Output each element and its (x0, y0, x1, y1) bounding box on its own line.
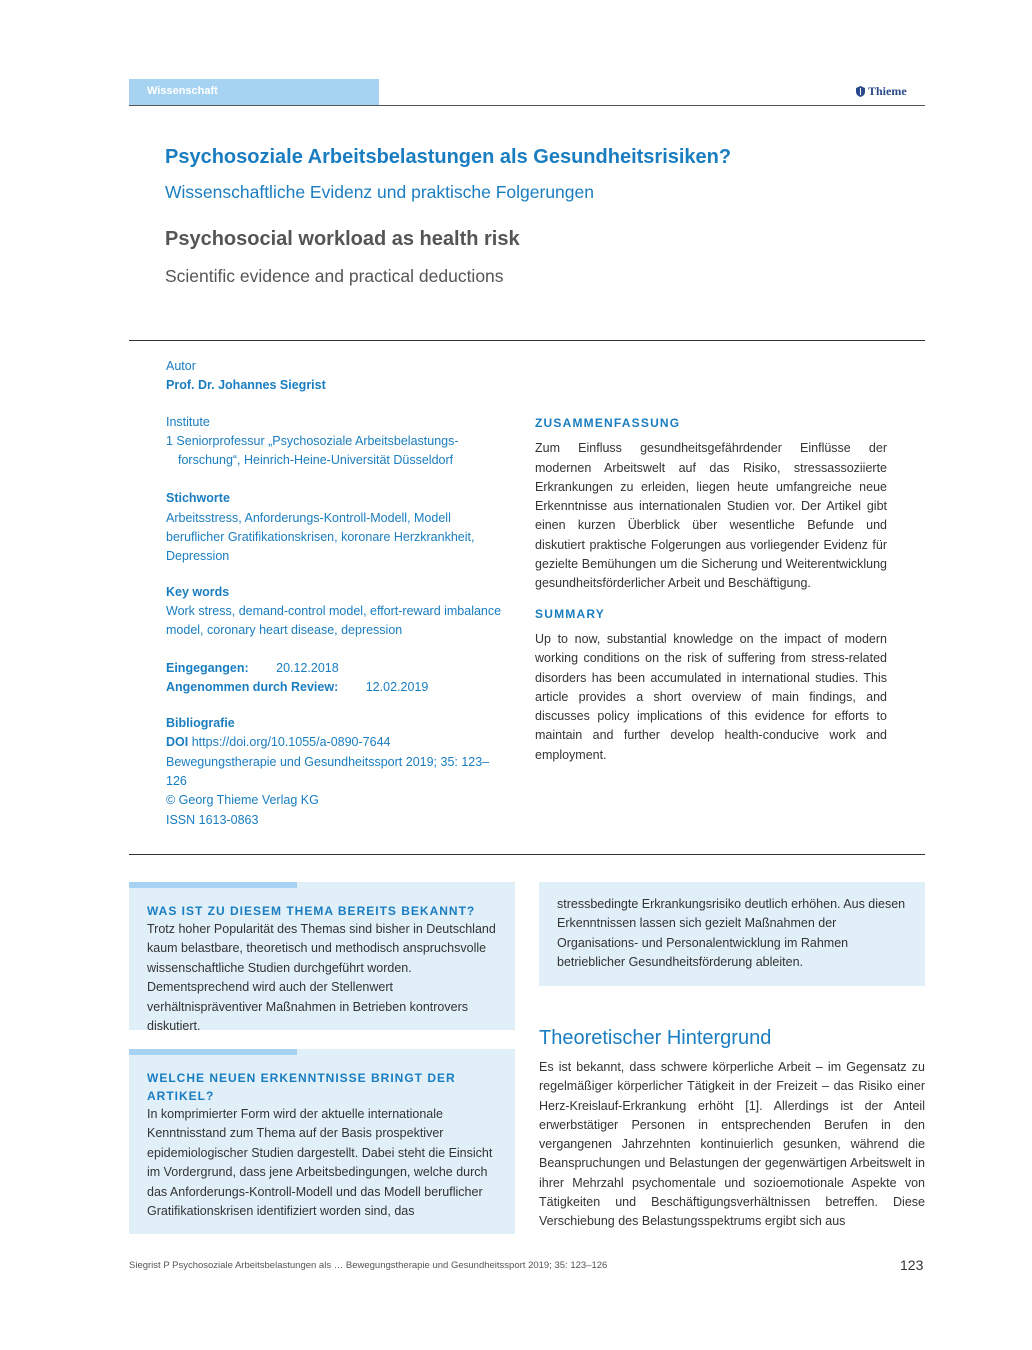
doi-row (166, 733, 518, 752)
footer-citation: Siegrist P Psychosoziale Arbeitsbelastungen als … Bewegungstherapie und Gesundheitssport 2019; 35: 123–126 (129, 1260, 608, 1271)
new-findings-text: In komprimierter Form wird der aktuelle internationale Kenntnisstand zum Thema auf der Basis prospektiver epidemiologischer Studien dargestellt. Dabei steht die Einsicht im Vordergrund, dass jene Arbeitsbedingungen, welche durch das Anforderungs-Kontroll-Modell und das Modell beruflicher Gratifikationskrisen identifiziert worden sind, das (147, 1107, 493, 1219)
publisher-name: Thieme (868, 84, 907, 98)
author-label: Autor (166, 359, 196, 373)
accepted-date: 12.02.2019 (365, 679, 429, 694)
institute-text: 1 Seniorprofessur „Psychosoziale Arbeitsbelastungs-forschung“, Heinrich-Heine-Universität Düsseldorf (166, 433, 459, 468)
received-label: Eingegangen: (166, 660, 249, 675)
accepted-label: Angenommen durch Review: (166, 679, 339, 694)
stichworte-label: Stichworte (166, 491, 230, 506)
stichworte-text: Arbeitsstress, Anforderungs-Kontroll-Modell, Modell beruflicher Gratifikationskrisen, koronare Herzkrankheit, Depression (166, 510, 475, 564)
english-subtitle: Scientific evidence and practical deductions (165, 266, 504, 286)
author-name: Prof. Dr. Johannes Siegrist (166, 378, 326, 393)
institute-label: Institute (166, 414, 210, 429)
english-title: Psychosocial workload as health risk (165, 228, 520, 250)
german-subtitle: Wissenschaftliche Evidenz und praktische Folgerungen (165, 182, 594, 202)
new-findings-heading: WELCHE NEUEN ERKENNTNISSE BRINGT DER ARTIKEL? (147, 1071, 456, 1103)
title-rule (129, 340, 925, 341)
abstract-column (535, 414, 887, 765)
header-rule (129, 105, 925, 106)
journal-citation: Bewegungstherapie und Gesundheitssport 2019; 35: 123–126 (166, 754, 490, 789)
known-heading: WAS IST ZU DIESEM THEMA BEREITS BEKANNT? (147, 904, 476, 918)
publisher-logo (856, 84, 907, 99)
keywords-label: Key words (166, 584, 230, 599)
doi-link[interactable]: https://doi.org/10.1055/a-0890-7644 (191, 735, 391, 750)
continued-box (539, 882, 925, 986)
keywords-text: Work stress, demand-control model, effort-reward imbalance model, coronary heart disease, depression (166, 603, 502, 638)
accepted-row (166, 678, 518, 697)
new-findings-box (129, 1049, 515, 1234)
zusammenfassung-text: Zum Einfluss gesundheitsgefährdender Einflüsse der modernen Arbeitswelt auf das Risiko, stressassoziierte Erkrankungen zu erleiden, liegen heute umfangreiche neue Erkenntnisse aus internationalen Studien vor. Der Artikel gibt einen kurzen Überblick über wesentliche Befunde und diskutiert praktische Folgerungen aus vorliegender Evidenz für gezielte Bemühungen um die Sicherung und Weiterentwicklung gesundheitsförderlicher Arbeit und Beschäftigung. (535, 441, 887, 591)
copyright: © Georg Thieme Verlag KG (166, 793, 319, 808)
received-date: 20.12.2018 (276, 660, 339, 675)
received-row (166, 659, 518, 678)
german-title: Psychosoziale Arbeitsbelastungen als Gesundheitsrisiken? (165, 146, 732, 168)
meta-column (166, 357, 518, 830)
summary-text: Up to now, substantial knowledge on the impact of modern working conditions on the risk of suffering from stress-related disorders has been accumulated in international studies. This article provides a short overview of main findings, and discusses policy implications of this evidence for efforts to maintain and further develop health-conducive work and employment. (535, 631, 887, 762)
doi-label: DOI (166, 735, 189, 750)
known-text: Trotz hoher Popularität des Themas sind bisher in Deutschland kaum belastbare, theoretisch und methodisch anspruchsvolle wissenschaftliche Studien durchgeführt worden. Dementsprechend wird auch der Stellenwert verhältnispräventiver Maßnahmen in Betrieben kontrovers diskutiert. (147, 922, 496, 1034)
page-number: 123 (900, 1257, 924, 1273)
section-heading: Theoretischer Hintergrund (539, 1027, 772, 1049)
summary-heading: SUMMARY (535, 606, 605, 621)
meta-rule (129, 854, 925, 855)
issn: ISSN 1613-0863 (166, 812, 259, 827)
section-tag: Wissenschaft (129, 79, 379, 106)
section-body: Es ist bekannt, dass schwere körperliche Arbeit – im Gegensatz zu regelmäßiger körperlicher Tätigkeit in der Freizeit – das Risiko einer Herz-Kreislauf-Erkrankung erhöht [1]. Allerdings ist der Anteil erwerbstätiger Personen in entsprechenden Berufen in den vergangenen Jahrzehnten kontinuierlich gesunken, während die Beanspruchungen und Belastungen der gegenwärtigen Arbeitswelt in ihrer Mehrzahl psychomentale und sozioemotionale Aspekte von Tätigkeiten und Beschäftigungsverhältnissen betreffen. Diese Verschiebung des Belastungsspektrums ergibt sich aus (539, 1060, 925, 1229)
thieme-emblem-icon (856, 86, 865, 97)
continued-text: stressbedingte Erkrankungsrisiko deutlich erhöhen. Aus diesen Erkenntnissen lassen sich gezielt Maßnahmen der Organisations- und Personalentwicklung im Rahmen betrieblicher Gesundheitsförderung ableiten. (557, 897, 906, 970)
biblio-label: Bibliografie (166, 716, 235, 731)
zusammenfassung-heading: ZUSAMMENFASSUNG (535, 416, 681, 430)
known-info-box (129, 882, 515, 1034)
